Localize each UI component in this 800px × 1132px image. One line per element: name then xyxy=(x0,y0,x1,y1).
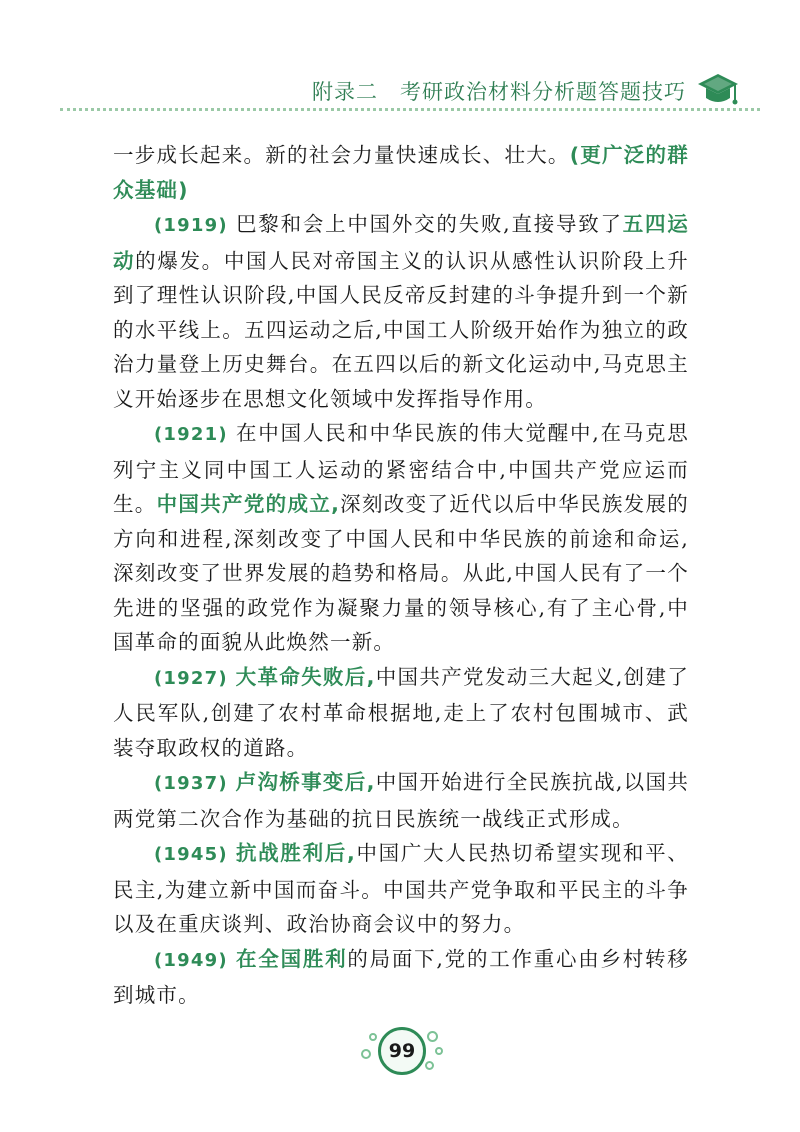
chapter-title: 考研政治材料分析题答题技巧 xyxy=(400,80,686,104)
paragraph xyxy=(113,416,689,660)
decor-dot xyxy=(369,1033,377,1041)
body-text xyxy=(228,770,236,794)
highlighted-keyword: 五四运动 xyxy=(113,212,689,273)
highlighted-keyword: 在全国胜利 xyxy=(236,946,348,971)
highlighted-keyword: (更广泛的群众基础) xyxy=(113,143,689,202)
body-text: 的局面下,党的工作重心由乡村转移到城市。 xyxy=(113,946,690,1007)
decor-dot xyxy=(425,1061,434,1070)
body-text xyxy=(228,841,236,865)
year-label: (1927) xyxy=(154,667,228,689)
page-header xyxy=(0,70,800,110)
highlighted-keyword: 抗战胜利后, xyxy=(235,841,356,865)
paragraph xyxy=(113,207,689,416)
main-text xyxy=(113,138,689,1013)
body-text: 中国广大人民热切希望实现和平、民主,为建立新中国而奋斗。中国共产党争取和平民主的斗争以及在重庆谈判、政治协商会议中的努力。 xyxy=(113,841,689,936)
running-header-title xyxy=(312,76,686,106)
body-text: 巴黎和会上中国外交的失败,直接导致了 xyxy=(227,212,623,236)
year-label: (1945) xyxy=(154,844,228,865)
paragraph xyxy=(113,765,689,836)
body-text: 中国开始进行全民族抗战,以国共两党第二次合作为基础的抗日民族统一战线正式形成。 xyxy=(113,770,690,831)
year-label: (1921) xyxy=(154,424,228,445)
highlighted-keyword: 大革命失败后, xyxy=(235,664,376,689)
decor-dot xyxy=(361,1049,371,1059)
highlighted-keyword: 卢沟桥事变后, xyxy=(235,770,376,794)
body-text: 一步成长起来。新的社会力量快速成长、壮大。 xyxy=(113,143,570,167)
decor-dot xyxy=(435,1047,443,1055)
paragraph xyxy=(113,942,689,1013)
body-text: 的爆发。中国人民对帝国主义的认识从感性认识阶段上升到了理性认识阶段,中国人民反帝反封建的斗争提升到一个新的水平线上。五四运动之后,中国工人阶级开始作为独立的政治力量登上历史舞台。在五四以后的新文化运动中,马克思主义开始逐步在思想文化领域中发挥指导作用。 xyxy=(113,248,689,411)
appendix-label: 附录二 xyxy=(312,80,378,104)
year-label: (1949) xyxy=(154,949,228,971)
body-text xyxy=(228,947,236,971)
decor-dot xyxy=(427,1031,438,1042)
body-text xyxy=(228,665,236,689)
year-label: (1937) xyxy=(154,773,228,794)
paragraph xyxy=(113,660,689,766)
body-text: 中国共产党发动三大起义,创建了人民军队,创建了农村革命根据地,走上了农村包围城市、武装夺取政权的道路。 xyxy=(113,664,690,760)
body-text: 在中国人民和中华民族的伟大觉醒中,在马克思列宁主义同中国工人运动的紧密结合中,中国共产党应运而生。 xyxy=(113,421,689,516)
paragraph xyxy=(113,138,689,207)
graduation-cap-icon xyxy=(696,70,740,110)
highlighted-keyword: 中国共产党的成立, xyxy=(156,492,341,516)
paragraph xyxy=(113,836,689,942)
body-text: 深刻改变了近代以后中华民族发展的方向和进程,深刻改变了中国人民和中华民族的前途和命运,深刻改变了世界发展的趋势和格局。从此,中国人民有了一个先进的坚强的政党作为凝聚力量的领导核心,有了主心骨,中国革命的面貌从此焕然一新。 xyxy=(113,492,689,654)
year-label: (1919) xyxy=(154,215,228,236)
page-number: 99 xyxy=(378,1027,426,1075)
page-number-badge xyxy=(355,1023,445,1078)
header-dotted-rule xyxy=(60,108,760,111)
